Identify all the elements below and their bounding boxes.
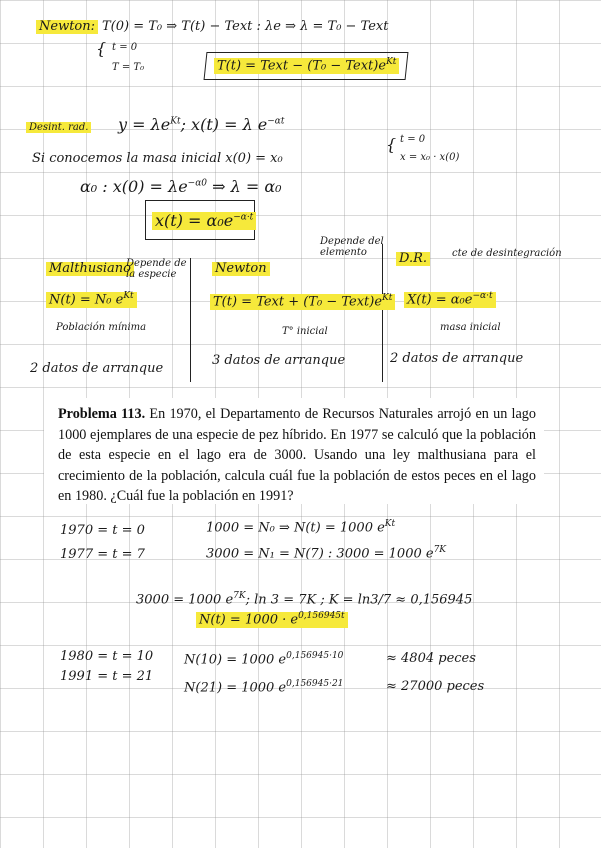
newton-line1: T(0) = T₀ ⇒ T(t) − Text : λe ⇒ λ = T₀ − Text (102, 19, 389, 34)
dr-below: masa inicial (440, 322, 501, 333)
problem-body: En 1970, el Departamento de Recursos Naturales arrojó en un lago 1000 ejemplares de una especie de pez híbrido. En 1977 se calculó que la población de esta especie en el lago era de 3000. Usando una ley malthusiana para el crecimiento de la población, calcula cuál fue la población de estos peces en el lago en 1980. ¿Cuál fue la población en 1991? (58, 406, 536, 505)
sol-l6a: 1991 = t = 21 (60, 669, 154, 684)
newton-table-below: T° inicial (282, 326, 328, 337)
sol-l6b: N(21) = 1000 $e^{0,156945\cdot 21}$ (184, 679, 344, 696)
sol-l5a: 1980 = t = 10 (60, 649, 154, 664)
decay-label: Desint. rad. (26, 122, 91, 133)
dr-note: cte de desintegración (452, 248, 562, 259)
newton-cond2: T = T₀ (112, 62, 145, 73)
sol-l4: $N(t) = 1000 \cdot e^{0,156945t}$ (196, 612, 348, 628)
sol-l1a: 1970 = t = 0 (60, 523, 145, 538)
newton-label: Newton: (36, 20, 98, 34)
decay-cond2: x = x₀ · x(0) (400, 152, 460, 163)
newton-table-title: Newton (212, 262, 270, 276)
problem-statement (58, 404, 536, 507)
malthus-title: Malthusiano (46, 262, 134, 276)
decay-boxed-formula: $x(t) = \alpha_0e^{-\alpha\cdot t}$ (152, 212, 256, 230)
problem-number: Problema 113. (58, 406, 146, 422)
brace2: { (386, 135, 397, 154)
sol-l1b: 1000 = N₀ ⇒ N(t) = 1000 $e^{Kt}$ (206, 519, 396, 536)
newton-cond1: t = 0 (112, 42, 138, 53)
table-divider-2 (382, 244, 383, 382)
decay-line1: $y = \lambda e^{Kt}$; x(t) = λ $e^{-\alpha t}$ (118, 115, 285, 134)
newton-table-note: Depende del elemento (320, 236, 384, 258)
decay-line3: α₀ : $x(0) = \lambda e^{-\alpha 0}$ ⇒ λ = α₀ (80, 177, 282, 196)
malthus-formula: N(t) = N₀ $e^{Kt}$ (46, 292, 137, 308)
sol-l2b: 3000 = N₁ = N(7) : 3000 = 1000 $e^{7K}$ (206, 545, 447, 562)
table-divider-1 (190, 258, 191, 382)
sol-l6c: ≈ 27000 peces (386, 679, 485, 694)
malthus-below: Población mínima (56, 322, 147, 333)
newton-boxed-formula: T(t) = Text − $(T_0 - Text)e^{Kt}$ (214, 58, 399, 74)
newton-table-data: 3 datos de arranque (212, 353, 346, 368)
dr-data: 2 datos de arranque (390, 351, 524, 366)
sol-l5c: ≈ 4804 peces (386, 651, 476, 666)
dr-title: D.R. (396, 252, 430, 266)
newton-table-formula: T(t) = Text + $(T_0 - Text)e^{Kt}$ (210, 294, 395, 310)
brace: { (96, 39, 107, 58)
malthus-note: Depende de la especie (126, 258, 187, 280)
sol-l5b: N(10) = 1000 $e^{0,156945\cdot 10}$ (184, 651, 344, 668)
sol-l2a: 1977 = t = 7 (60, 547, 145, 562)
dr-formula: $X(t) = \alpha_0e^{-\alpha\cdot t}$ (404, 292, 496, 308)
sol-l3: 3000 = 1000 $e^{7K}$; ln 3 = 7K ; K = ln3/7 ≈ 0,156945 (136, 591, 473, 608)
malthus-data: 2 datos de arranque (30, 361, 164, 376)
decay-line2: Si conocemos la masa inicial x(0) = x₀ (32, 151, 283, 166)
decay-cond1: t = 0 (400, 134, 426, 145)
